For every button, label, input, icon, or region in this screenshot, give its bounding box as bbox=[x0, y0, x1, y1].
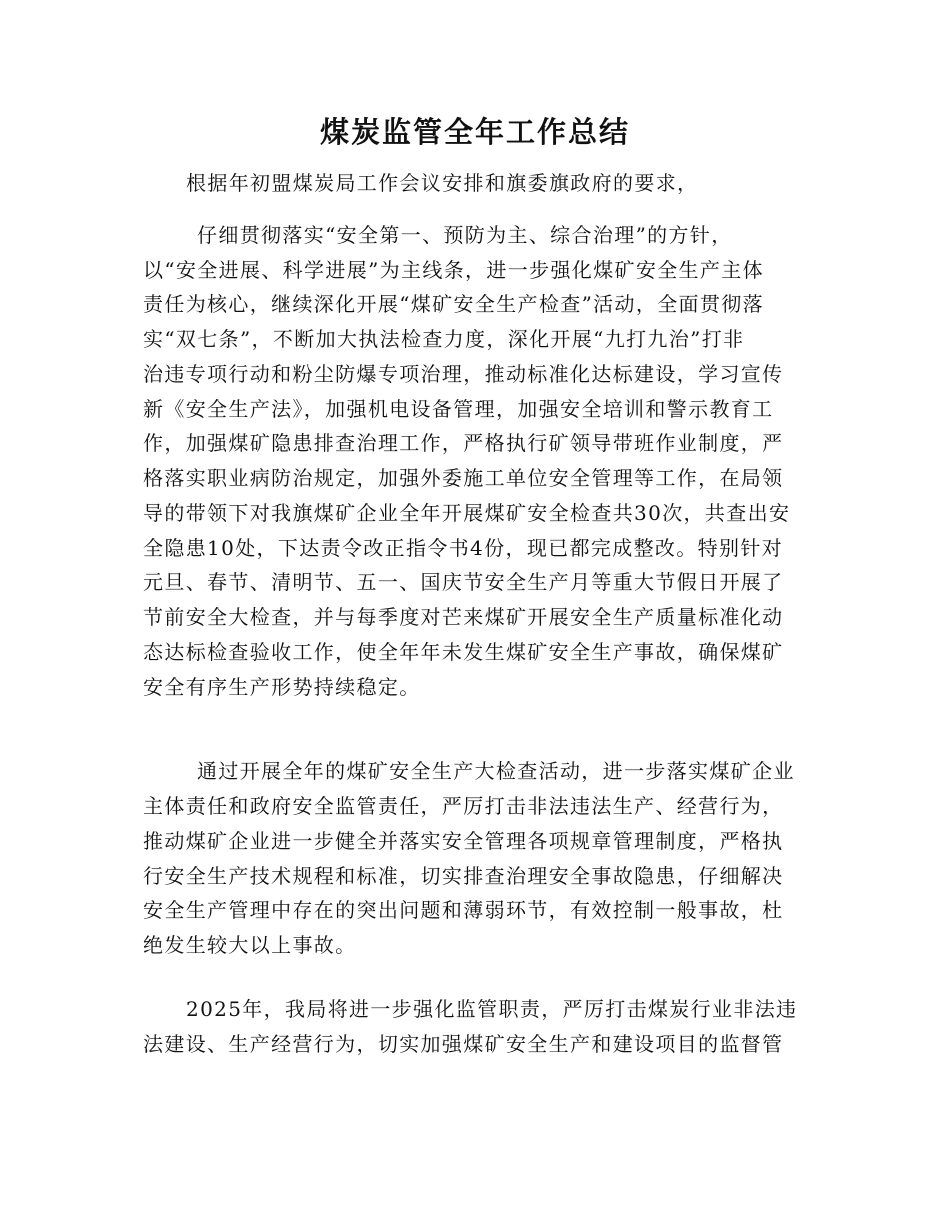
paragraph-3-line-5: 安全生产管理中存在的突出问题和薄弱环节，有效控制一般事故，杜 bbox=[143, 898, 784, 922]
document-title: 煤炭监管全年工作总结 bbox=[319, 115, 630, 149]
paragraph-2-line-11: 元旦、春节、清明节、五一、国庆节安全生产月等重大节假日开展了 bbox=[143, 570, 784, 594]
paragraph-2-line-1: 仔细贯彻落实“安全第一、预防为主、综合治理”的方针， bbox=[197, 223, 733, 247]
paragraph-2-line-12: 节前安全大检查，并与每季度对芒来煤矿开展安全生产质量标准化动 bbox=[143, 605, 784, 629]
paragraph-2-line-9: 导的带领下对我旗煤矿企业全年开展煤矿安全检查共30次，共查出安 bbox=[143, 501, 791, 525]
paragraph-2-line-4: 实“双七条”，不断加大执法检查力度，深化开展“九打九治”打非 bbox=[143, 327, 745, 351]
paragraph-3-line-4: 行安全生产技术规程和标准，切实排查治理安全事故隐患，仔细解决 bbox=[143, 864, 784, 888]
paragraph-2-line-6: 新《安全生产法》，加强机电设备管理，加强安全培训和警示教育工 bbox=[143, 397, 774, 421]
paragraph-2-line-7: 作，加强煤矿隐患排查治理工作，严格执行矿领导带班作业制度，严 bbox=[143, 431, 784, 455]
paragraph-3-line-2: 主体责任和政府安全监管责任，严厉打击非法违法生产、经营行为， bbox=[143, 794, 784, 818]
paragraph-2-line-14: 安全有序生产形势持续稳定。 bbox=[143, 675, 421, 699]
paragraph-2-line-8: 格落实职业病防治规定，加强外委施工单位安全管理等工作，在局领 bbox=[143, 466, 784, 490]
paragraph-3-line-6: 绝发生较大以上事故。 bbox=[143, 933, 357, 957]
paragraph-4-line-2: 法建设、生产经营行为，切实加强煤矿安全生产和建设项目的监督管 bbox=[143, 1032, 784, 1056]
paragraph-3-line-3: 推动煤矿企业进一步健全并落实安全管理各项规章管理制度，严格执 bbox=[143, 829, 784, 853]
paragraph-2-line-2: 以“安全进展、科学进展”为主线条，进一步强化煤矿安全生产主体 bbox=[143, 258, 764, 282]
paragraph-4-line-1: 2025年，我局将进一步强化监管职责，严厉打击煤炭行业非法违 bbox=[186, 997, 798, 1021]
paragraph-2-line-13: 态达标检查验收工作，使全年年未发生煤矿安全生产事故，确保煤矿 bbox=[143, 640, 784, 664]
paragraph-2-line-10: 全隐患10处，下达责令改正指令书4份，现已都完成整改。特别针对 bbox=[143, 536, 784, 560]
paragraph-1-line-1: 根据年初盟煤炭局工作会议安排和旗委旗政府的要求， bbox=[186, 171, 699, 195]
paragraph-3-line-1: 通过开展全年的煤矿安全生产大检查活动，进一步落实煤矿企业 bbox=[197, 759, 795, 783]
paragraph-2-line-3: 责任为核心，继续深化开展“煤矿安全生产检查”活动，全面贯彻落 bbox=[143, 292, 764, 316]
paragraph-2-line-5: 治违专项行动和粉尘防爆专项治理，推动标准化达标建设，学习宣传 bbox=[143, 362, 784, 386]
